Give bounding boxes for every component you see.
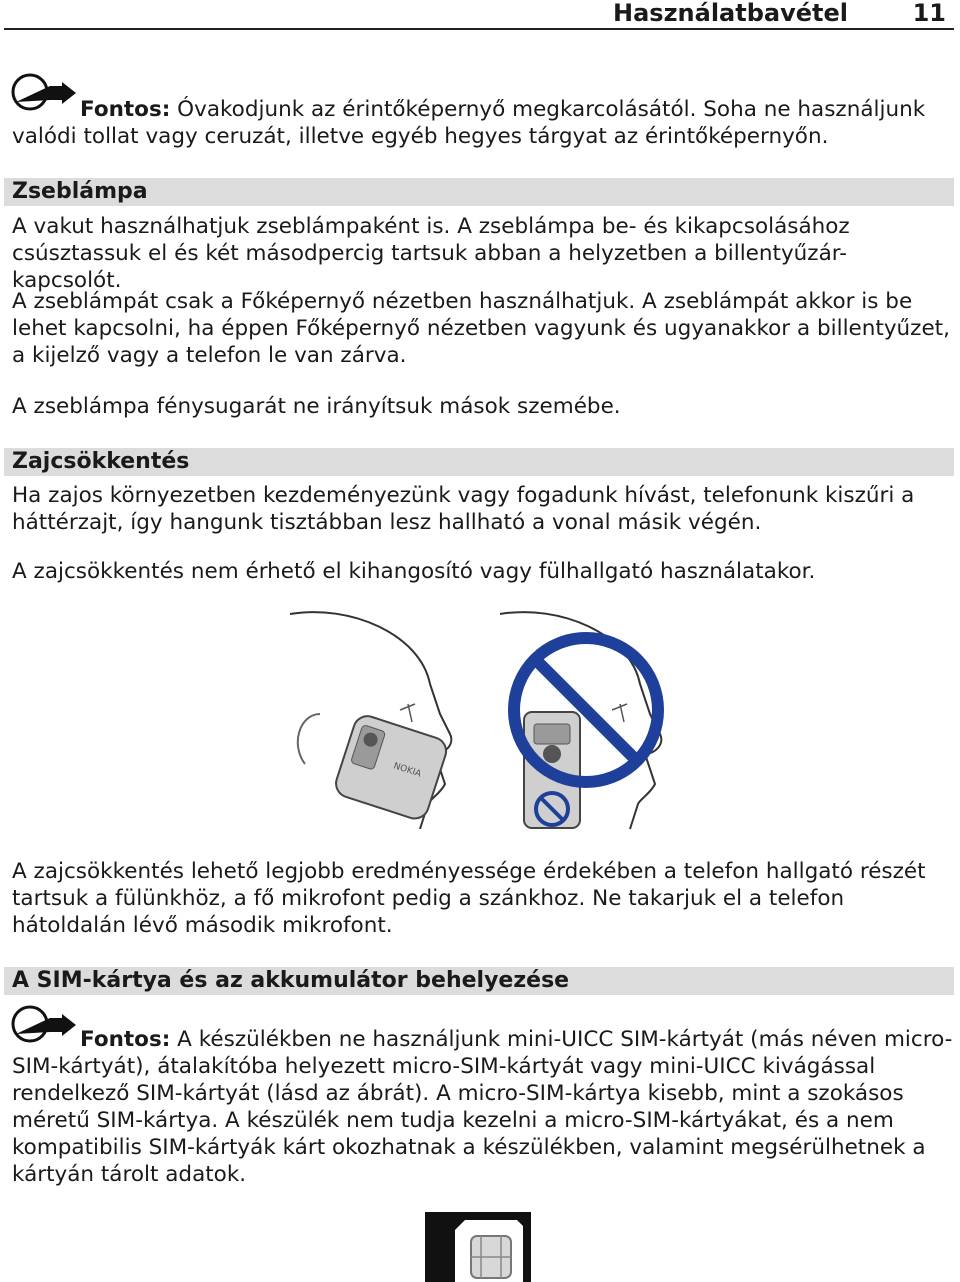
flashlight-paragraph-1: A vakut használhatjuk zseblámpaként is. A zseblámpa be- és kikapcsolásához csúsztassuk el és két másodpercig tartsuk abban a helyzetben a billentyűzár-kapcsolót.: [12, 214, 850, 293]
section-heading-flashlight: Zseblámpa: [4, 178, 954, 206]
note-label: Fontos:: [80, 1027, 171, 1052]
section-heading-sim: A SIM-kártya és az akkumulátor behelyezése: [4, 967, 954, 995]
important-note-scratch: [12, 96, 954, 150]
page-header: [0, 0, 960, 30]
phone-hold-incorrect-illustration: [490, 604, 690, 834]
noise-paragraph-1: Ha zajos környezetben kezdeményezünk vagy fogadunk hívást, telefonunk kiszűri a háttérzajt, így hangunk tisztábban lesz hallható a vonal másik végén.: [12, 483, 915, 535]
header-divider: [4, 28, 954, 30]
page-number: 11: [912, 0, 946, 27]
flashlight-paragraph-2: A zseblámpát csak a Főképernyő nézetben használhatjuk. A zseblámpát akkor is be lehet kapcsolni, ha éppen Főképernyő nézetben vagyunk és ugyanakkor a billentyűzet, a kijelző vagy a telefon le van zárva.: [12, 289, 950, 368]
note-text: Óvakodjunk az érintőképernyő megkarcolásától. Soha ne használjunk valódi tollat vagy ceruzát, illetve egyéb hegyes tárgyat az érintőképernyőn.: [12, 97, 926, 149]
section-heading-noise: Zajcsökkentés: [4, 448, 954, 476]
noise-paragraph-2: A zajcsökkentés nem érhető el kihangosító vagy fülhallgató használatakor.: [12, 559, 816, 584]
header-title: Használatbavétel: [613, 0, 848, 27]
noise-paragraph-3: A zajcsökkentés lehető legjobb eredményessége érdekében a telefon hallgató részét tartsuk a fülünkhöz, a fő mikrofont pedig a szánkhoz. Ne takarjuk el a telefon hátoldalán lévő második mikrofont.: [12, 859, 926, 938]
flashlight-paragraph-3: A zseblámpa fénysugarát ne irányítsuk mások szemébe.: [12, 394, 621, 419]
phone-brand-label: NOKIA: [392, 761, 423, 780]
note-text: A készülékben ne használjunk mini-UICC SIM-kártyát (más néven micro-SIM-kártyát), átalakítóba helyezett micro-SIM-kártyát vagy mini-UICC kivágással rendelkező SIM-kártyát (lásd az ábrát). A micro-SIM-kártya kisebb, mint a szokásos méretű SIM-kártya. A készülék nem tudja kezelni a micro-SIM-kártyákat, és a nem kompatibilis SIM-kártyák kárt okozhatnak a készülékben, valamint megsérülhetnek a kártyán tárolt adatok.: [12, 1027, 953, 1187]
phone-hold-correct-illustration: [280, 604, 470, 834]
sim-card-illustration: [425, 1212, 531, 1282]
note-label: Fontos:: [80, 97, 171, 122]
important-note-sim: [12, 1026, 954, 1188]
